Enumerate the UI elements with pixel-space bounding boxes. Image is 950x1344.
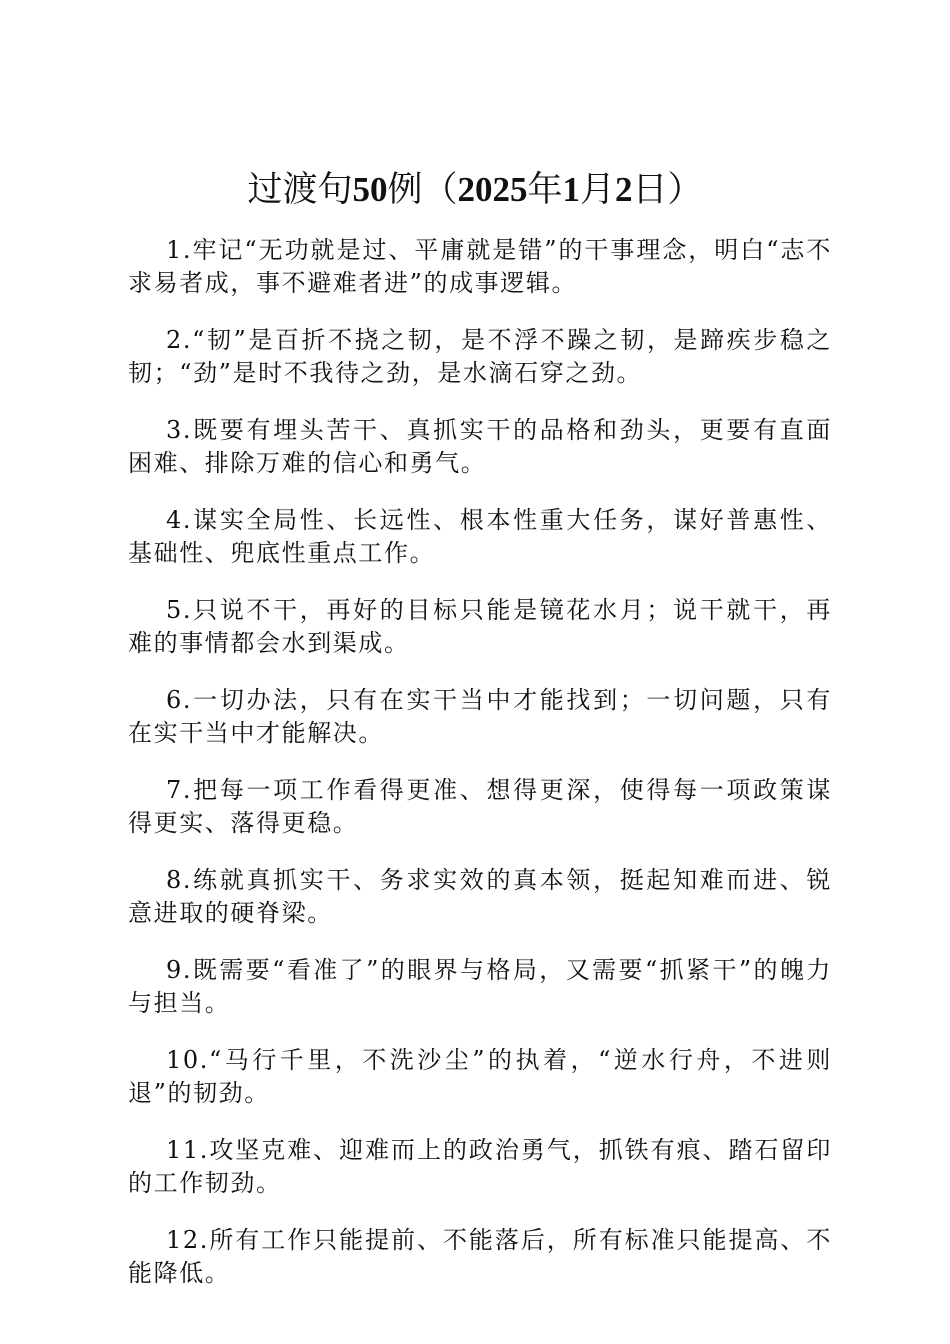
- title-part: 1: [562, 170, 580, 209]
- title-part: 例（: [387, 170, 458, 210]
- list-item: 9.既需要“看准了”的眼界与格局，又需要“抓紧干”的魄力与担当。: [128, 956, 832, 1017]
- list-item: 1.牢记“无功就是过、平庸就是错”的干事理念，明白“志不求易者成，事不避难者进”的成事逻辑。: [128, 236, 832, 297]
- list-item: 10.“马行千里，不洗沙尘”的执着，“逆水行舟，不进则退”的韧劲。: [128, 1046, 832, 1107]
- list-item: 3.既要有埋头苦干、真抓实干的品格和劲头，更要有直面困难、排除万难的信心和勇气。: [128, 416, 832, 477]
- title-part: 月: [580, 170, 616, 210]
- title-part: 2025: [457, 170, 528, 209]
- list-item: 7.把每一项工作看得更准、想得更深，使得每一项政策谋得更实、落得更稳。: [128, 776, 832, 837]
- title-part: 年: [527, 170, 563, 210]
- list-item: 2.“韧”是百折不挠之韧，是不浮不躁之韧，是蹄疾步稳之韧；“劲”是时不我待之劲，是水滴石穿之劲。: [128, 326, 832, 387]
- list-item: 11.攻坚克难、迎难而上的政治勇气，抓铁有痕、踏石留印的工作韧劲。: [128, 1136, 832, 1197]
- list-item: 6.一切办法，只有在实干当中才能找到；一切问题，只有在实干当中才能解决。: [128, 686, 832, 747]
- list-item: 5.只说不干，再好的目标只能是镜花水月；说干就干，再难的事情都会水到渠成。: [128, 596, 832, 657]
- list-item: 4.谋实全局性、长远性、根本性重大任务，谋好普惠性、基础性、兜底性重点工作。: [128, 506, 832, 567]
- title-part: 50: [352, 170, 388, 209]
- title-part: 日）: [632, 170, 703, 210]
- title-part: 2: [615, 170, 633, 209]
- document-title: [0, 166, 950, 214]
- item-list: [128, 234, 832, 1290]
- list-item: 12.所有工作只能提前、不能落后，所有标准只能提高、不能降低。: [128, 1226, 832, 1287]
- title-part: 过渡句: [247, 170, 353, 210]
- list-item: 8.练就真抓实干、务求实效的真本领，挺起知难而进、锐意进取的硬脊梁。: [128, 866, 832, 927]
